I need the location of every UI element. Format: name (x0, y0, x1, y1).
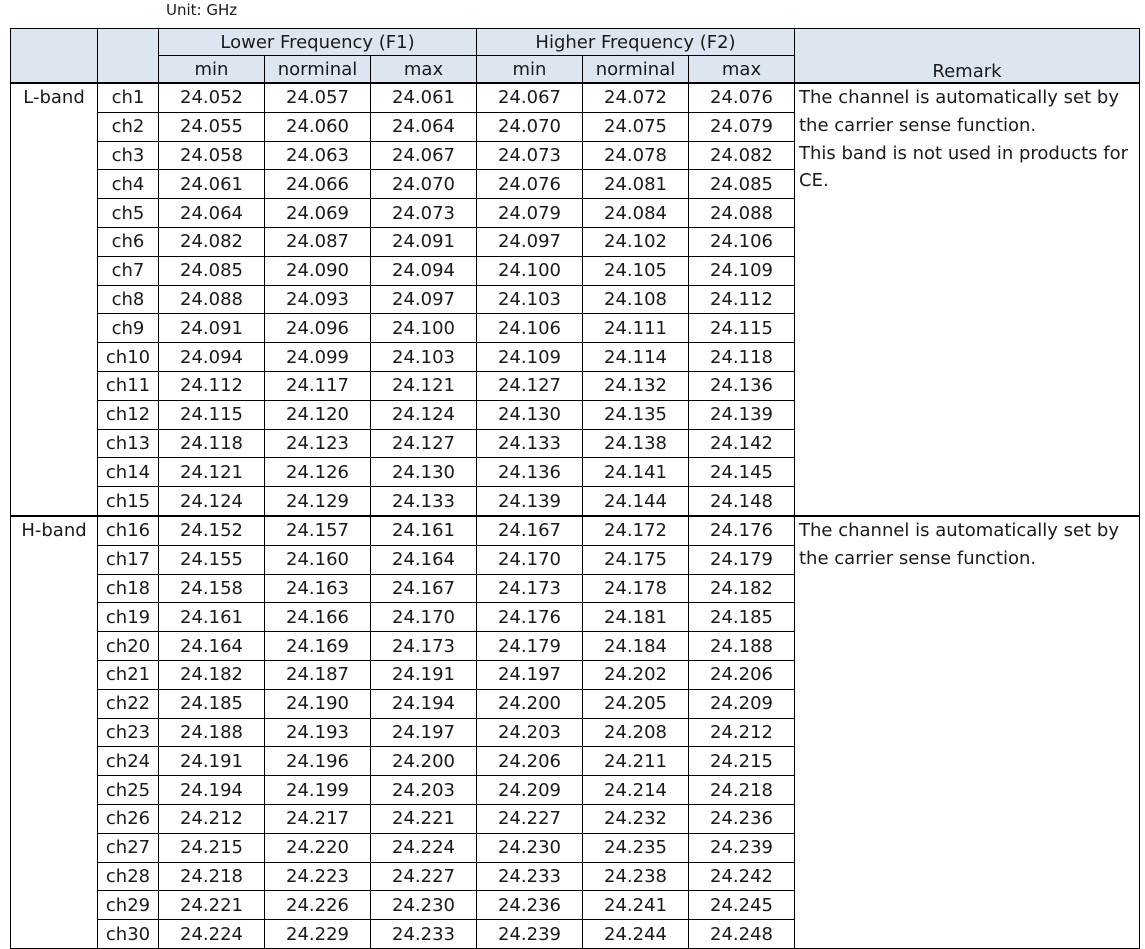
header-higher-max: max (689, 56, 795, 84)
frequency-value-cell: 24.215 (159, 833, 265, 862)
frequency-value-cell: 24.070 (371, 170, 477, 199)
header-lower-min: min (159, 56, 265, 84)
channel-cell: ch1 (98, 83, 159, 112)
frequency-value-cell: 24.173 (477, 574, 583, 603)
frequency-value-cell: 24.179 (477, 632, 583, 661)
frequency-value-cell: 24.085 (689, 170, 795, 199)
frequency-value-cell: 24.203 (371, 776, 477, 805)
frequency-value-cell: 24.076 (477, 170, 583, 199)
frequency-value-cell: 24.173 (371, 632, 477, 661)
frequency-value-cell: 24.221 (159, 891, 265, 920)
frequency-value-cell: 24.211 (583, 747, 689, 776)
frequency-value-cell: 24.242 (689, 862, 795, 891)
channel-cell: ch15 (98, 487, 159, 516)
table-row (11, 83, 1140, 112)
frequency-value-cell: 24.063 (265, 141, 371, 170)
remark-line: the carrier sense function. (799, 114, 1037, 136)
channel-cell: ch30 (98, 920, 159, 949)
frequency-value-cell: 24.112 (689, 285, 795, 314)
frequency-value-cell: 24.111 (583, 314, 689, 343)
frequency-value-cell: 24.090 (265, 256, 371, 285)
frequency-value-cell: 24.190 (265, 689, 371, 718)
frequency-value-cell: 24.206 (689, 660, 795, 689)
frequency-value-cell: 24.208 (583, 718, 689, 747)
frequency-value-cell: 24.118 (159, 429, 265, 458)
frequency-value-cell: 24.170 (371, 603, 477, 632)
channel-cell: ch26 (98, 804, 159, 833)
frequency-value-cell: 24.229 (265, 920, 371, 949)
frequency-value-cell: 24.136 (477, 458, 583, 487)
frequency-value-cell: 24.076 (689, 83, 795, 112)
frequency-value-cell: 24.091 (159, 314, 265, 343)
frequency-value-cell: 24.155 (159, 545, 265, 574)
frequency-value-cell: 24.067 (477, 83, 583, 112)
frequency-value-cell: 24.236 (477, 891, 583, 920)
frequency-value-cell: 24.145 (689, 458, 795, 487)
channel-cell: ch3 (98, 141, 159, 170)
frequency-value-cell: 24.087 (265, 227, 371, 256)
frequency-value-cell: 24.088 (689, 199, 795, 228)
frequency-value-cell: 24.230 (371, 891, 477, 920)
frequency-value-cell: 24.148 (689, 487, 795, 516)
frequency-value-cell: 24.200 (371, 747, 477, 776)
frequency-value-cell: 24.096 (265, 314, 371, 343)
frequency-value-cell: 24.144 (583, 487, 689, 516)
frequency-value-cell: 24.185 (159, 689, 265, 718)
frequency-value-cell: 24.241 (583, 891, 689, 920)
frequency-value-cell: 24.109 (689, 256, 795, 285)
frequency-value-cell: 24.248 (689, 920, 795, 949)
frequency-value-cell: 24.170 (477, 545, 583, 574)
frequency-value-cell: 24.070 (477, 112, 583, 141)
channel-cell: ch14 (98, 458, 159, 487)
frequency-value-cell: 24.152 (159, 516, 265, 545)
frequency-value-cell: 24.212 (159, 804, 265, 833)
frequency-value-cell: 24.057 (265, 83, 371, 112)
frequency-value-cell: 24.163 (265, 574, 371, 603)
frequency-value-cell: 24.061 (159, 170, 265, 199)
frequency-value-cell: 24.093 (265, 285, 371, 314)
frequency-value-cell: 24.139 (689, 400, 795, 429)
frequency-value-cell: 24.094 (159, 343, 265, 372)
frequency-value-cell: 24.203 (477, 718, 583, 747)
frequency-value-cell: 24.215 (689, 747, 795, 776)
frequency-table (10, 28, 1140, 949)
frequency-value-cell: 24.202 (583, 660, 689, 689)
band-name-cell: H-band (11, 516, 98, 948)
frequency-value-cell: 24.226 (265, 891, 371, 920)
frequency-value-cell: 24.120 (265, 400, 371, 429)
frequency-value-cell: 24.185 (689, 603, 795, 632)
frequency-value-cell: 24.097 (477, 227, 583, 256)
frequency-value-cell: 24.218 (689, 776, 795, 805)
frequency-value-cell: 24.129 (265, 487, 371, 516)
frequency-value-cell: 24.088 (159, 285, 265, 314)
frequency-value-cell: 24.067 (371, 141, 477, 170)
frequency-value-cell: 24.188 (689, 632, 795, 661)
channel-cell: ch13 (98, 429, 159, 458)
channel-cell: ch12 (98, 400, 159, 429)
remark-line: CE. (799, 170, 829, 192)
frequency-value-cell: 24.136 (689, 371, 795, 400)
channel-cell: ch24 (98, 747, 159, 776)
frequency-value-cell: 24.103 (371, 343, 477, 372)
header-higher-frequency: Higher Frequency (F2) (477, 29, 795, 56)
frequency-value-cell: 24.127 (477, 371, 583, 400)
header-band-cell (11, 29, 98, 84)
frequency-value-cell: 24.133 (477, 429, 583, 458)
header-higher-min: min (477, 56, 583, 84)
frequency-value-cell: 24.181 (583, 603, 689, 632)
frequency-value-cell: 24.200 (477, 689, 583, 718)
frequency-value-cell: 24.232 (583, 804, 689, 833)
frequency-value-cell: 24.227 (477, 804, 583, 833)
frequency-value-cell: 24.236 (689, 804, 795, 833)
frequency-value-cell: 24.108 (583, 285, 689, 314)
table-row (11, 516, 1140, 545)
frequency-value-cell: 24.102 (583, 227, 689, 256)
frequency-value-cell: 24.064 (371, 112, 477, 141)
channel-cell: ch28 (98, 862, 159, 891)
frequency-value-cell: 24.055 (159, 112, 265, 141)
frequency-value-cell: 24.100 (371, 314, 477, 343)
channel-cell: ch25 (98, 776, 159, 805)
channel-cell: ch10 (98, 343, 159, 372)
frequency-value-cell: 24.106 (477, 314, 583, 343)
frequency-value-cell: 24.224 (371, 833, 477, 862)
frequency-value-cell: 24.130 (371, 458, 477, 487)
frequency-value-cell: 24.138 (583, 429, 689, 458)
channel-cell: ch8 (98, 285, 159, 314)
frequency-value-cell: 24.127 (371, 429, 477, 458)
frequency-value-cell: 24.094 (371, 256, 477, 285)
header-row-groups (11, 29, 1140, 56)
frequency-value-cell: 24.218 (159, 862, 265, 891)
frequency-value-cell: 24.206 (477, 747, 583, 776)
frequency-value-cell: 24.220 (265, 833, 371, 862)
frequency-value-cell: 24.214 (583, 776, 689, 805)
frequency-value-cell: 24.066 (265, 170, 371, 199)
frequency-value-cell: 24.169 (265, 632, 371, 661)
frequency-value-cell: 24.191 (159, 747, 265, 776)
frequency-value-cell: 24.176 (477, 603, 583, 632)
frequency-value-cell: 24.121 (159, 458, 265, 487)
frequency-value-cell: 24.100 (477, 256, 583, 285)
frequency-value-cell: 24.073 (477, 141, 583, 170)
frequency-value-cell: 24.197 (371, 718, 477, 747)
frequency-value-cell: 24.182 (159, 660, 265, 689)
frequency-value-cell: 24.164 (371, 545, 477, 574)
frequency-value-cell: 24.161 (159, 603, 265, 632)
frequency-value-cell: 24.099 (265, 343, 371, 372)
channel-cell: ch18 (98, 574, 159, 603)
frequency-value-cell: 24.081 (583, 170, 689, 199)
frequency-value-cell: 24.238 (583, 862, 689, 891)
frequency-value-cell: 24.233 (371, 920, 477, 949)
channel-cell: ch20 (98, 632, 159, 661)
header-remark: Remark (795, 29, 1140, 84)
frequency-value-cell: 24.123 (265, 429, 371, 458)
header-channel-cell (98, 29, 159, 84)
frequency-value-cell: 24.199 (265, 776, 371, 805)
frequency-value-cell: 24.132 (583, 371, 689, 400)
frequency-value-cell: 24.105 (583, 256, 689, 285)
frequency-value-cell: 24.160 (265, 545, 371, 574)
frequency-value-cell: 24.205 (583, 689, 689, 718)
frequency-value-cell: 24.133 (371, 487, 477, 516)
frequency-value-cell: 24.235 (583, 833, 689, 862)
frequency-value-cell: 24.078 (583, 141, 689, 170)
frequency-value-cell: 24.158 (159, 574, 265, 603)
frequency-value-cell: 24.209 (477, 776, 583, 805)
frequency-value-cell: 24.245 (689, 891, 795, 920)
frequency-value-cell: 24.224 (159, 920, 265, 949)
frequency-value-cell: 24.166 (265, 603, 371, 632)
header-lower-max: max (371, 56, 477, 84)
frequency-value-cell: 24.172 (583, 516, 689, 545)
frequency-value-cell: 24.221 (371, 804, 477, 833)
channel-cell: ch29 (98, 891, 159, 920)
frequency-value-cell: 24.217 (265, 804, 371, 833)
frequency-value-cell: 24.175 (583, 545, 689, 574)
header-lower-nominal: norminal (265, 56, 371, 84)
frequency-value-cell: 24.124 (371, 400, 477, 429)
channel-cell: ch17 (98, 545, 159, 574)
frequency-value-cell: 24.060 (265, 112, 371, 141)
frequency-value-cell: 24.103 (477, 285, 583, 314)
band-name-cell: L-band (11, 83, 98, 516)
frequency-value-cell: 24.223 (265, 862, 371, 891)
remark-line: This band is not used in products for (799, 142, 1129, 164)
channel-cell: ch4 (98, 170, 159, 199)
frequency-value-cell: 24.142 (689, 429, 795, 458)
frequency-value-cell: 24.191 (371, 660, 477, 689)
channel-cell: ch2 (98, 112, 159, 141)
channel-cell: ch7 (98, 256, 159, 285)
frequency-value-cell: 24.135 (583, 400, 689, 429)
frequency-value-cell: 24.117 (265, 371, 371, 400)
frequency-value-cell: 24.167 (371, 574, 477, 603)
channel-cell: ch6 (98, 227, 159, 256)
channel-cell: ch22 (98, 689, 159, 718)
channel-cell: ch21 (98, 660, 159, 689)
frequency-value-cell: 24.115 (159, 400, 265, 429)
frequency-value-cell: 24.073 (371, 199, 477, 228)
remark-line: The channel is automatically set by (799, 519, 1119, 541)
frequency-value-cell: 24.244 (583, 920, 689, 949)
frequency-value-cell: 24.058 (159, 141, 265, 170)
frequency-value-cell: 24.075 (583, 112, 689, 141)
frequency-value-cell: 24.197 (477, 660, 583, 689)
frequency-value-cell: 24.064 (159, 199, 265, 228)
frequency-value-cell: 24.196 (265, 747, 371, 776)
channel-cell: ch9 (98, 314, 159, 343)
frequency-value-cell: 24.082 (689, 141, 795, 170)
frequency-value-cell: 24.182 (689, 574, 795, 603)
frequency-value-cell: 24.157 (265, 516, 371, 545)
frequency-value-cell: 24.121 (371, 371, 477, 400)
frequency-value-cell: 24.106 (689, 227, 795, 256)
frequency-value-cell: 24.115 (689, 314, 795, 343)
frequency-value-cell: 24.072 (583, 83, 689, 112)
frequency-value-cell: 24.069 (265, 199, 371, 228)
frequency-value-cell: 24.194 (159, 776, 265, 805)
header-lower-frequency: Lower Frequency (F1) (159, 29, 477, 56)
remark-line: the carrier sense function. (799, 547, 1037, 569)
frequency-value-cell: 24.239 (477, 920, 583, 949)
frequency-value-cell: 24.141 (583, 458, 689, 487)
frequency-value-cell: 24.176 (689, 516, 795, 545)
remark-cell (795, 516, 1140, 948)
frequency-value-cell: 24.184 (583, 632, 689, 661)
remark-cell (795, 83, 1140, 516)
frequency-value-cell: 24.084 (583, 199, 689, 228)
frequency-value-cell: 24.167 (477, 516, 583, 545)
frequency-value-cell: 24.233 (477, 862, 583, 891)
frequency-value-cell: 24.188 (159, 718, 265, 747)
channel-cell: ch11 (98, 371, 159, 400)
frequency-value-cell: 24.230 (477, 833, 583, 862)
channel-cell: ch16 (98, 516, 159, 545)
frequency-value-cell: 24.079 (689, 112, 795, 141)
frequency-value-cell: 24.118 (689, 343, 795, 372)
frequency-value-cell: 24.227 (371, 862, 477, 891)
frequency-value-cell: 24.091 (371, 227, 477, 256)
frequency-value-cell: 24.082 (159, 227, 265, 256)
remark-line: The channel is automatically set by (799, 87, 1119, 108)
frequency-value-cell: 24.114 (583, 343, 689, 372)
unit-label: Unit: GHz (166, 1, 238, 19)
frequency-value-cell: 24.164 (159, 632, 265, 661)
frequency-value-cell: 24.079 (477, 199, 583, 228)
channel-cell: ch27 (98, 833, 159, 862)
frequency-value-cell: 24.139 (477, 487, 583, 516)
channel-cell: ch23 (98, 718, 159, 747)
frequency-value-cell: 24.112 (159, 371, 265, 400)
channel-cell: ch19 (98, 603, 159, 632)
frequency-value-cell: 24.126 (265, 458, 371, 487)
frequency-value-cell: 24.085 (159, 256, 265, 285)
frequency-value-cell: 24.061 (371, 83, 477, 112)
frequency-value-cell: 24.179 (689, 545, 795, 574)
frequency-value-cell: 24.124 (159, 487, 265, 516)
frequency-value-cell: 24.109 (477, 343, 583, 372)
frequency-value-cell: 24.209 (689, 689, 795, 718)
frequency-value-cell: 24.212 (689, 718, 795, 747)
frequency-value-cell: 24.239 (689, 833, 795, 862)
frequency-value-cell: 24.130 (477, 400, 583, 429)
frequency-value-cell: 24.097 (371, 285, 477, 314)
frequency-value-cell: 24.178 (583, 574, 689, 603)
channel-cell: ch5 (98, 199, 159, 228)
frequency-value-cell: 24.052 (159, 83, 265, 112)
frequency-value-cell: 24.193 (265, 718, 371, 747)
frequency-value-cell: 24.194 (371, 689, 477, 718)
frequency-value-cell: 24.161 (371, 516, 477, 545)
header-higher-nominal: norminal (583, 56, 689, 84)
frequency-value-cell: 24.187 (265, 660, 371, 689)
